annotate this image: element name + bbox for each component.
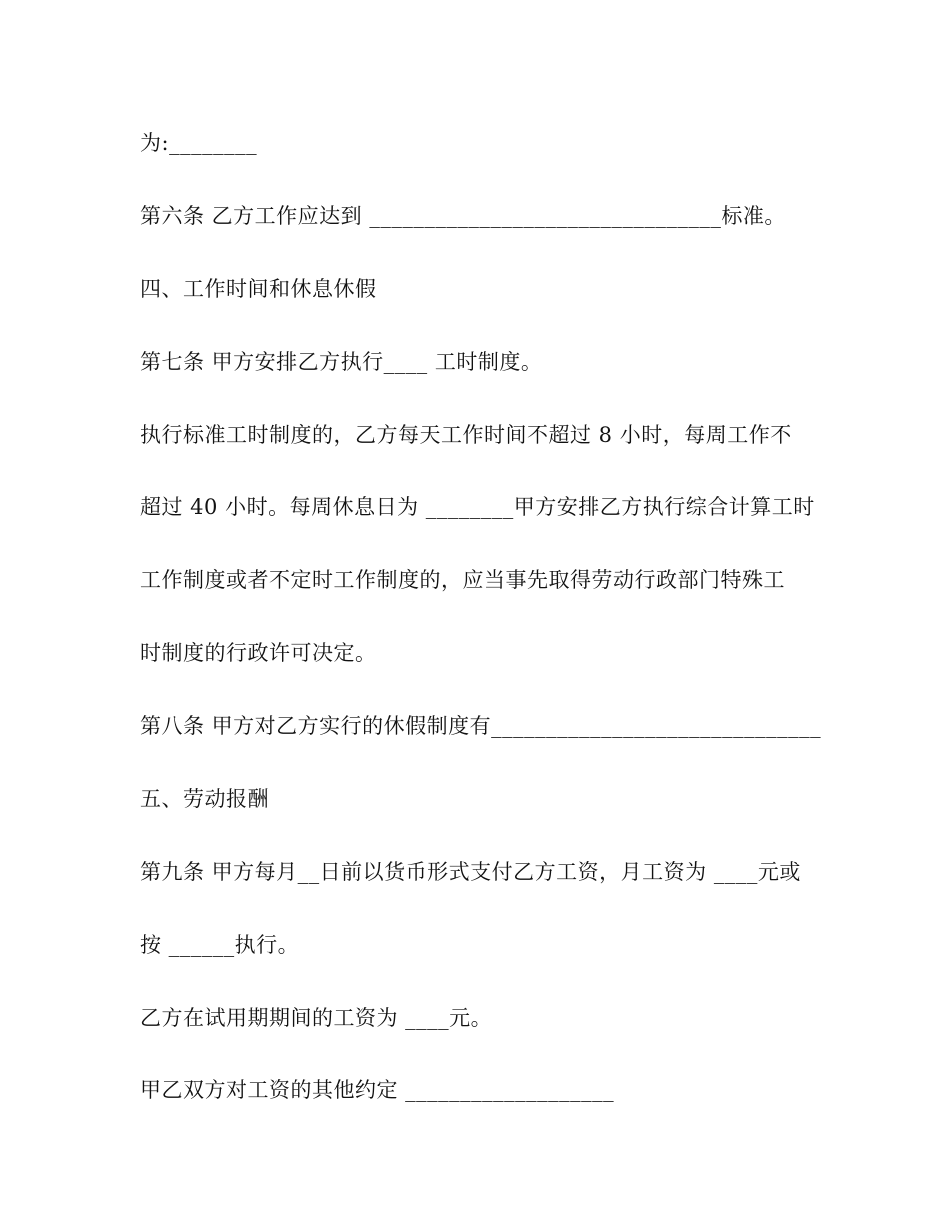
text-line-other-wage: 甲乙双方对工资的其他约定 ___________________: [140, 1078, 615, 1102]
text-line-permit: 时制度的行政许可决定。: [140, 641, 377, 665]
text-line-special-hours: 工作制度或者不定时工作制度的，应当事先取得劳动行政部门特殊工: [140, 568, 785, 592]
section-heading-4: 四、工作时间和休息休假: [140, 277, 377, 301]
text-line-clause7: 第七条 甲方安排乙方执行____ 工时制度。: [140, 350, 543, 374]
text-line-clause9: 第九条 甲方每月__日前以货币形式支付乙方工资，月工资为 ____元或: [140, 860, 801, 884]
text-line-probation-wage: 乙方在试用期期间的工资为 ____元。: [140, 1006, 493, 1030]
text-line-clause6: 第六条 乙方工作应达到 ________________________________标准。: [140, 204, 786, 228]
text-line-clause9-cont: 按 ______执行。: [140, 933, 300, 957]
text-line-clause5-end: 为:________: [140, 131, 258, 155]
section-heading-5: 五、劳动报酬: [140, 787, 269, 811]
text-line-standard-hours: 执行标准工时制度的，乙方每天工作时间不超过 8 小时，每周工作不: [140, 423, 792, 447]
text-line-clause8: 第八条 甲方对乙方实行的休假制度有______________________________: [140, 714, 822, 738]
text-line-weekly-hours: 超过 40 小时。每周休息日为 ________甲方安排乙方执行综合计算工时: [140, 495, 815, 519]
